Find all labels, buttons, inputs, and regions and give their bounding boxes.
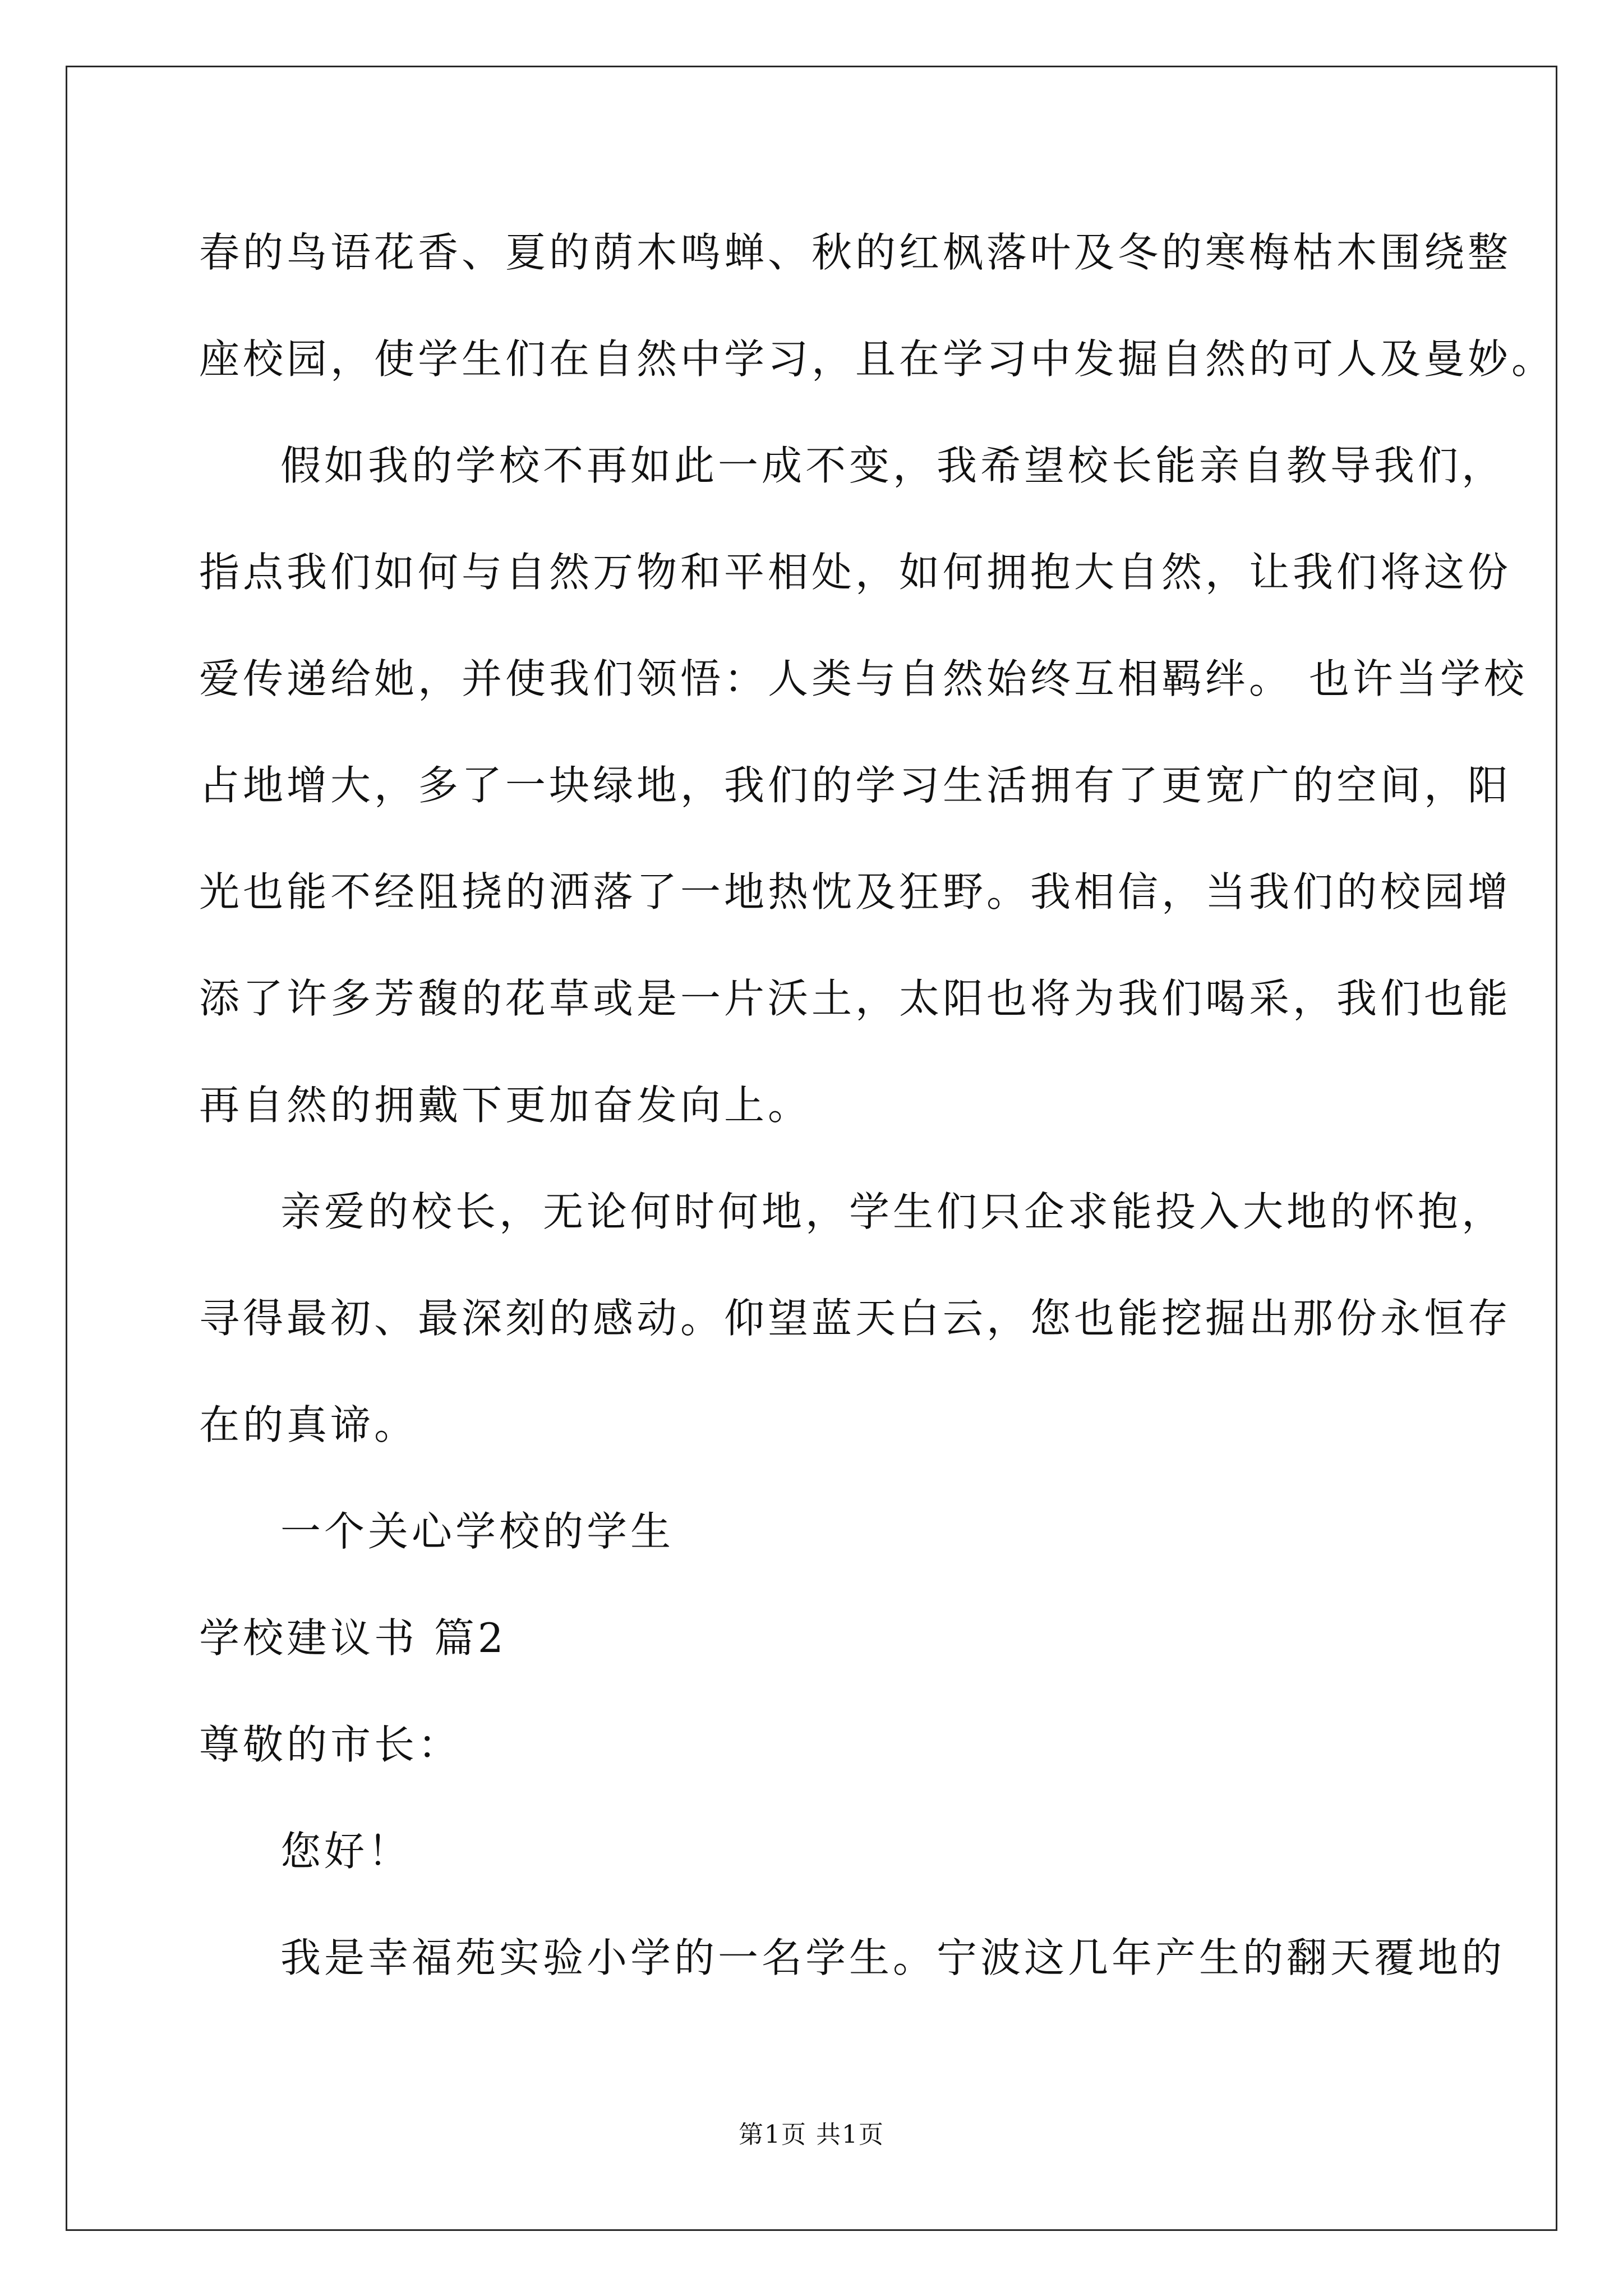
text-line: 亲爱的校长，无论何时何地，学生们只企求能投入大地的怀抱，	[280, 1188, 1506, 1235]
text-line: 寻得最初、最深刻的感动。仰望蓝天白云，您也能挖掘出那份永恒存	[199, 1295, 1512, 1342]
text-line: 在的真谛。	[199, 1401, 418, 1448]
section-heading: 学校建议书 篇2	[199, 1614, 507, 1662]
signature-line: 一个关心学校的学生	[280, 1508, 675, 1555]
text-line: 我是幸福苑实验小学的一名学生。宁波这几年产生的翻天覆地的	[280, 1934, 1506, 1981]
page-footer: 第1页 共1页	[739, 2120, 884, 2149]
text-line: 假如我的学校不再如此一成不变，我希望校长能亲自教导我们，	[280, 442, 1506, 489]
text-line: 占地增大，多了一块绿地，我们的学习生活拥有了更宽广的空间，阳	[199, 762, 1512, 809]
text-line: 春的鸟语花香、夏的荫木鸣蝉、秋的红枫落叶及冬的寒梅枯木围绕整	[199, 229, 1512, 276]
text-line: 再自然的拥戴下更加奋发向上。	[199, 1082, 812, 1129]
text-line: 爱传递给她，并使我们领悟：人类与自然始终互相羁绊。 也许当学校	[199, 655, 1528, 702]
text-line: 添了许多芳馥的花草或是一片沃土，太阳也将为我们喝采，我们也能	[199, 975, 1512, 1022]
text-line: 光也能不经阻挠的洒落了一地热忱及狂野。我相信，当我们的校园增	[199, 868, 1512, 915]
salutation: 尊敬的市长：	[199, 1721, 462, 1768]
greeting: 您好！	[280, 1828, 412, 1875]
text-line: 座校园，使学生们在自然中学习，且在学习中发掘自然的可人及曼妙。	[199, 335, 1556, 383]
page-border	[66, 66, 1557, 2231]
text-line: 指点我们如何与自然万物和平相处，如何拥抱大自然，让我们将这份	[199, 549, 1512, 596]
